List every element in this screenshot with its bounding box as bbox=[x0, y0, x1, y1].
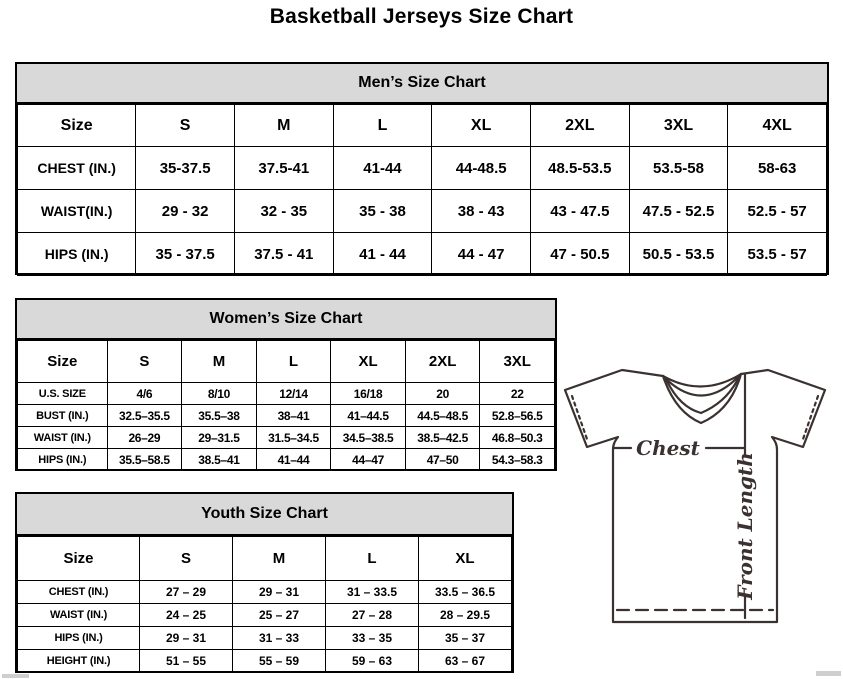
table-row bbox=[18, 604, 512, 627]
left-cuff-dashed-line bbox=[572, 396, 588, 442]
column-header-cell: 2XL bbox=[405, 341, 480, 383]
value-cell: 55 – 59 bbox=[233, 650, 326, 673]
column-header-cell: Size bbox=[18, 537, 140, 581]
value-cell: 29 – 31 bbox=[233, 581, 326, 604]
value-cell: 41 - 44 bbox=[333, 233, 432, 276]
column-header-cell: XL bbox=[432, 105, 531, 147]
value-cell: 41–44.5 bbox=[331, 405, 406, 427]
front-length-label: Front Length bbox=[733, 452, 757, 600]
table-row bbox=[18, 650, 512, 673]
horizontal-scrollbar-thumb-right[interactable] bbox=[816, 671, 841, 676]
value-cell: 38.5–41 bbox=[182, 449, 257, 471]
value-cell: 47.5 - 52.5 bbox=[629, 190, 728, 233]
value-cell: 35 – 37 bbox=[418, 627, 511, 650]
value-cell: 38.5–42.5 bbox=[405, 427, 480, 449]
column-header-cell: 2XL bbox=[530, 105, 629, 147]
column-header-cell: S bbox=[136, 105, 235, 147]
value-cell: 54.3–58.3 bbox=[480, 449, 555, 471]
table-row bbox=[18, 233, 827, 276]
column-header-cell: L bbox=[325, 537, 418, 581]
row-label-cell: U.S. SIZE bbox=[18, 383, 108, 405]
value-cell: 4/6 bbox=[107, 383, 182, 405]
table-row bbox=[18, 190, 827, 233]
womens-size-chart bbox=[15, 298, 557, 471]
value-cell: 22 bbox=[480, 383, 555, 405]
size-header-row bbox=[18, 341, 555, 383]
table-row bbox=[18, 147, 827, 190]
column-header-cell: L bbox=[333, 105, 432, 147]
column-header-cell: 3XL bbox=[480, 341, 555, 383]
table-row bbox=[18, 627, 512, 650]
value-cell: 53.5-58 bbox=[629, 147, 728, 190]
value-cell: 33.5 – 36.5 bbox=[418, 581, 511, 604]
column-header-cell: S bbox=[140, 537, 233, 581]
value-cell: 47 - 50.5 bbox=[530, 233, 629, 276]
row-label-cell: WAIST (IN.) bbox=[18, 427, 108, 449]
value-cell: 8/10 bbox=[182, 383, 257, 405]
value-cell: 28 – 29.5 bbox=[418, 604, 511, 627]
column-header-cell: XL bbox=[418, 537, 511, 581]
value-cell: 44–47 bbox=[331, 449, 406, 471]
youth-chart-title: Youth Size Chart bbox=[17, 494, 512, 536]
value-cell: 44-48.5 bbox=[432, 147, 531, 190]
value-cell: 29 – 31 bbox=[140, 627, 233, 650]
right-cuff-dashed-line bbox=[802, 396, 818, 442]
table-row bbox=[18, 405, 555, 427]
value-cell: 25 – 27 bbox=[233, 604, 326, 627]
value-cell: 52.8–56.5 bbox=[480, 405, 555, 427]
column-header-cell: M bbox=[182, 341, 257, 383]
value-cell: 43 - 47.5 bbox=[530, 190, 629, 233]
column-header-cell: L bbox=[256, 341, 331, 383]
value-cell: 35.5–58.5 bbox=[107, 449, 182, 471]
value-cell: 48.5-53.5 bbox=[530, 147, 629, 190]
value-cell: 35 - 38 bbox=[333, 190, 432, 233]
table-row bbox=[18, 427, 555, 449]
value-cell: 29 - 32 bbox=[136, 190, 235, 233]
value-cell: 32.5–35.5 bbox=[107, 405, 182, 427]
value-cell: 44 - 47 bbox=[432, 233, 531, 276]
column-header-cell: S bbox=[107, 341, 182, 383]
value-cell: 44.5–48.5 bbox=[405, 405, 480, 427]
table-row bbox=[18, 581, 512, 604]
value-cell: 32 - 35 bbox=[234, 190, 333, 233]
value-cell: 33 – 35 bbox=[325, 627, 418, 650]
value-cell: 34.5–38.5 bbox=[331, 427, 406, 449]
value-cell: 41–44 bbox=[256, 449, 331, 471]
value-cell: 38 - 43 bbox=[432, 190, 531, 233]
value-cell: 35.5–38 bbox=[182, 405, 257, 427]
mens-table bbox=[17, 104, 827, 276]
youth-size-chart bbox=[15, 492, 514, 673]
row-label-cell: CHEST (IN.) bbox=[18, 147, 136, 190]
row-label-cell: BUST (IN.) bbox=[18, 405, 108, 427]
value-cell: 41-44 bbox=[333, 147, 432, 190]
row-label-cell: CHEST (IN.) bbox=[18, 581, 140, 604]
column-header-cell: M bbox=[233, 537, 326, 581]
value-cell: 35 - 37.5 bbox=[136, 233, 235, 276]
value-cell: 35-37.5 bbox=[136, 147, 235, 190]
value-cell: 20 bbox=[405, 383, 480, 405]
row-label-cell: HEIGHT (IN.) bbox=[18, 650, 140, 673]
value-cell: 26–29 bbox=[107, 427, 182, 449]
table-row bbox=[18, 383, 555, 405]
page-title: Basketball Jerseys Size Chart bbox=[269, 5, 574, 28]
row-label-cell: HIPS (IN.) bbox=[18, 449, 108, 471]
row-label-cell: HIPS (IN.) bbox=[18, 233, 136, 276]
value-cell: 52.5 - 57 bbox=[728, 190, 827, 233]
jersey-measurement-diagram bbox=[555, 360, 840, 675]
value-cell: 46.8–50.3 bbox=[480, 427, 555, 449]
horizontal-scrollbar-thumb-left[interactable] bbox=[2, 674, 29, 678]
value-cell: 37.5 - 41 bbox=[234, 233, 333, 276]
column-header-cell: Size bbox=[18, 105, 136, 147]
value-cell: 31 – 33.5 bbox=[325, 581, 418, 604]
table-row bbox=[18, 449, 555, 471]
value-cell: 53.5 - 57 bbox=[728, 233, 827, 276]
value-cell: 58-63 bbox=[728, 147, 827, 190]
value-cell: 50.5 - 53.5 bbox=[629, 233, 728, 276]
column-header-cell: M bbox=[234, 105, 333, 147]
womens-chart-title: Women’s Size Chart bbox=[17, 300, 555, 340]
mens-size-chart bbox=[15, 62, 829, 275]
row-label-cell: HIPS (IN.) bbox=[18, 627, 140, 650]
column-header-cell: Size bbox=[18, 341, 108, 383]
value-cell: 51 – 55 bbox=[140, 650, 233, 673]
youth-table bbox=[17, 536, 512, 673]
value-cell: 12/14 bbox=[256, 383, 331, 405]
row-label-cell: WAIST (IN.) bbox=[18, 604, 140, 627]
value-cell: 63 – 67 bbox=[418, 650, 511, 673]
value-cell: 27 – 29 bbox=[140, 581, 233, 604]
value-cell: 29–31.5 bbox=[182, 427, 257, 449]
womens-table bbox=[17, 340, 555, 471]
value-cell: 16/18 bbox=[331, 383, 406, 405]
column-header-cell: 4XL bbox=[728, 105, 827, 147]
value-cell: 38–41 bbox=[256, 405, 331, 427]
chest-label: Chest bbox=[636, 436, 700, 460]
value-cell: 37.5-41 bbox=[234, 147, 333, 190]
jersey-outline bbox=[565, 370, 825, 622]
value-cell: 27 – 28 bbox=[325, 604, 418, 627]
value-cell: 59 – 63 bbox=[325, 650, 418, 673]
value-cell: 31.5–34.5 bbox=[256, 427, 331, 449]
value-cell: 24 – 25 bbox=[140, 604, 233, 627]
size-header-row bbox=[18, 537, 512, 581]
mens-chart-title: Men’s Size Chart bbox=[17, 64, 827, 104]
row-label-cell: WAIST(IN.) bbox=[18, 190, 136, 233]
column-header-cell: XL bbox=[331, 341, 406, 383]
value-cell: 47–50 bbox=[405, 449, 480, 471]
value-cell: 31 – 33 bbox=[233, 627, 326, 650]
column-header-cell: 3XL bbox=[629, 105, 728, 147]
size-header-row bbox=[18, 105, 827, 147]
